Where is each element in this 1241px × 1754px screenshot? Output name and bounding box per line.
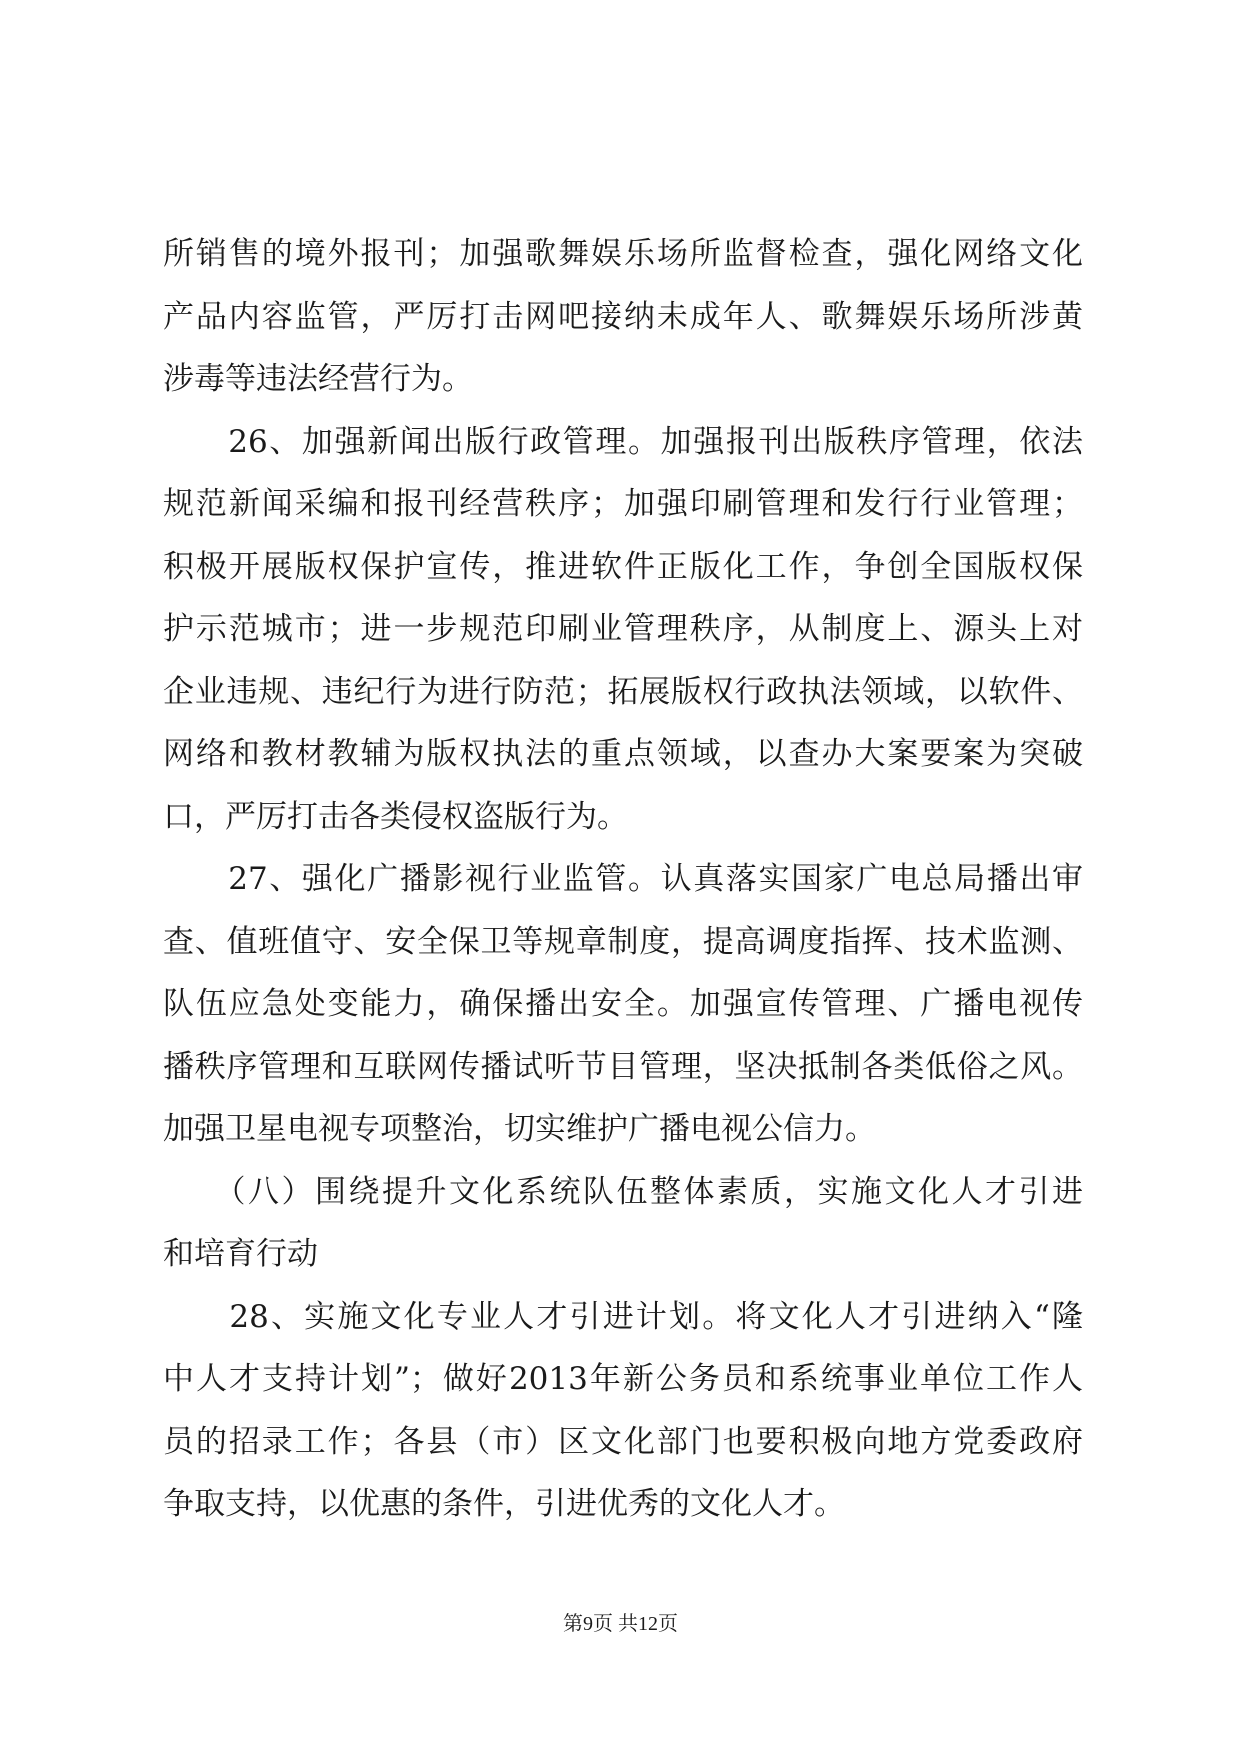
text-line: 积极开展版权保护宣传，推进软件正版化工作，争创全国版权保 [163,548,1083,585]
document-body [163,232,1083,1545]
text-line: 规范新闻采编和报刊经营秩序；加强印刷管理和发行行业管理； [163,486,1083,522]
text-line: 查、值班值守、安全保卫等规章制度，提高调度指挥、技术监测、 [163,923,1083,960]
text-line: 27、强化广播影视行业监管。认真落实国家广电总局播出审 [163,861,1083,897]
text-line: 中人才支持计划”；做好2013年新公务员和系统事业单位工作人 [163,1361,1083,1397]
text-line: 争取支持，以优惠的条件，引进优秀的文化人才。 [163,1486,845,1522]
page-number-footer: 第9页 共12页 [563,1613,678,1635]
text-line: 加强卫星电视专项整治，切实维护广播电视公信力。 [163,1111,876,1147]
text-line: 员的招录工作；各县（市）区文化部门也要积极向地方党委政府 [163,1423,1083,1460]
text-line: 播秩序管理和互联网传播试听节目管理，坚决抵制各类低俗之风。 [163,1048,1083,1085]
section-heading-line: 和培育行动 [163,1236,318,1272]
text-line: 网络和教材教辅为版权执法的重点领域，以查办大案要案为突破 [163,736,1083,772]
text-line: 28、实施文化专业人才引进计划。将文化人才引进纳入“隆 [163,1298,1083,1335]
text-line: 所销售的境外报刊；加强歌舞娱乐场所监督检查，强化网络文化 [163,236,1083,272]
text-line: 护示范城市；进一步规范印刷业管理秩序，从制度上、源头上对 [163,611,1083,647]
text-line: 队伍应急处变能力，确保播出安全。加强宣传管理、广播电视传 [163,986,1083,1022]
text-line: 涉毒等违法经营行为。 [163,361,473,397]
text-line: 企业违规、违纪行为进行防范；拓展版权行政执法领域，以软件、 [163,673,1083,710]
text-line: 口，严厉打击各类侵权盗版行为。 [163,798,628,835]
text-line: 26、加强新闻出版行政管理。加强报刊出版秩序管理，依法 [163,423,1083,460]
text-line: 产品内容监管，严厉打击网吧接纳未成年人、歌舞娱乐场所涉黄 [163,298,1083,335]
section-heading-line: （八）围绕提升文化系统队伍整体素质，实施文化人才引进 [163,1173,1083,1210]
